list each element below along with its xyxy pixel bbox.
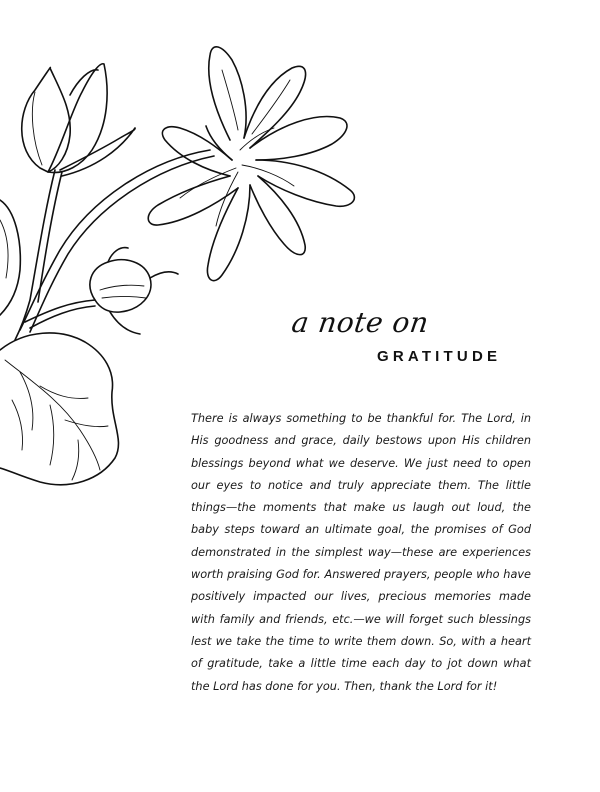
script-heading: a note on [289,306,431,339]
side-leaf [0,200,20,315]
large-leaf [0,333,118,485]
small-bud [90,248,178,334]
tulip-bud-top [22,64,135,176]
body-paragraph: There is always something to be thankful for. The Lord, in His goodness and grace, daily bestows upon His children blessings beyond what we deserve. We just need to open our eyes to notice and truly appreciate them. The little things—the moments that make us laugh out loud, the baby steps toward an ultimate goal, the promises of God demonstrated in the simplest way—these are experiences worth praising God for. Answered prayers, people who have positively impacted our lives, precious memories made with family and friends, etc.—we will forget such blessings lest we take the time to write them down. So, with a heart of gratitude, take a little time each day to jot down what the Lord has done for you. Then, thank the Lord for it! [191,412,531,693]
page-title: GRATITUDE [377,348,502,365]
large-flower [148,47,354,281]
